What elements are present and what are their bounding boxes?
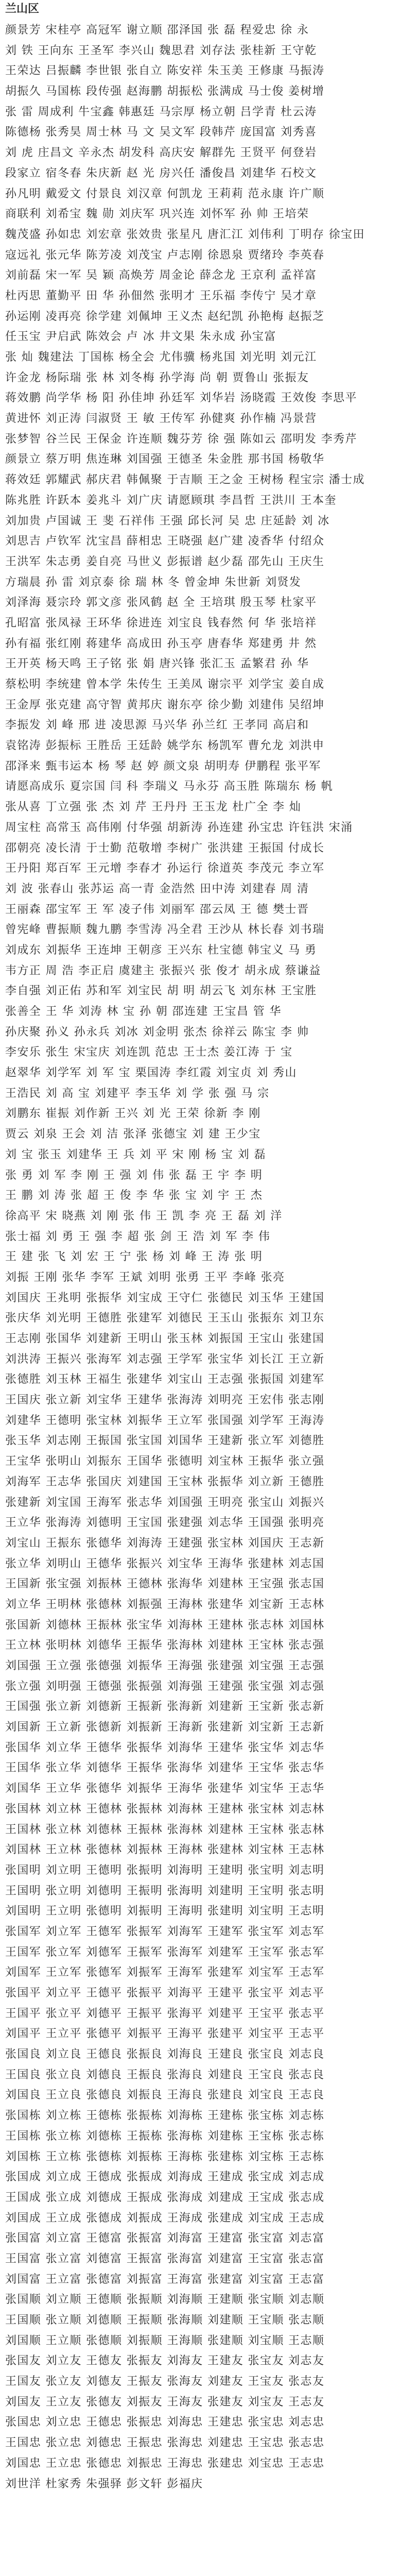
name-line: 张从喜 丁立强 张 杰 刘 芹 王丹丹 王玉龙 杜广全 李 灿: [5, 801, 302, 814]
name-line: 蒋效鹏 尚学华 杨 阳 孙佳坤 孙廷军 刘华岩 汤晓霞 王效俊 李思平: [5, 392, 357, 405]
name-line: 王国栋 张立栋 刘德栋 王振栋 张海栋 刘建栋 王宝栋 张志栋: [5, 2129, 325, 2143]
name-line: 蒋效廷 郭耀武 郝庆君 韩佩聚 于吉顺 王之金 王树杨 程宝宗 潘士成: [5, 473, 365, 487]
name-line: 王洪军 朱志勇 姜自亮 马世义 彭振谱 赵少磊 邵先山 王庆生: [5, 555, 325, 568]
name-line: 方瑞晨 孙 雷 刘京泰 徐 瑞 林 冬 曾金坤 朱世新 刘贤发: [5, 575, 302, 589]
name-line: 张建新 刘宝国 王海军 张志华 刘国强 王明亮 张宝山 刘振兴: [5, 1496, 325, 1509]
page-title: 兰山区: [5, 3, 40, 15]
name-line: 张国顺 刘立顺 王德顺 张振顺 刘海顺 王建顺 张宝顺 刘志顺: [5, 2293, 325, 2307]
name-line: 王国友 张立友 刘德友 王振友 张海友 刘建友 王宝友 张志友: [5, 2375, 325, 2388]
name-line: 刘国华 王立华 张德华 刘振华 王海华 张建华 刘宝华 王志华: [5, 1782, 325, 1795]
name-line: 曾宪峰 曹振顺 魏九鹏 李雪涛 冯全君 王沙从 林长春 刘书瑞: [5, 923, 325, 937]
name-line: 王国强 张立新 刘德新 王振新 张海新 刘建新 王宝新 张志新: [5, 1700, 325, 1714]
name-line: 刘立华 王明林 张德林 刘振强 王海林 张建华 刘宝新 王志林: [5, 1598, 325, 1611]
name-line: 刘前磊 宋一军 吴 颖 高焕芳 周金论 薛念龙 王京利 孟祥富: [5, 269, 317, 282]
name-line: 邵泽来 甄韦运本 杨 琴 赵 婷 颜文泉 胡明寿 伊鹏程 张平军: [5, 759, 321, 773]
name-line: 刘国庆 王兆明 张振华 刘宝成 王守仁 张德民 刘玉华 王建国: [5, 1291, 325, 1304]
name-line: 刘宝山 王振东 张德华 刘海涛 王建强 张宝林 刘国庆 王志新: [5, 1536, 325, 1550]
name-line: 颜景芳 宋桂亭 高冠军 谢立顺 邵泽国 张 磊 程爱忠 徐 永: [5, 24, 309, 37]
name-line: 张国成 刘立成 王德成 张振成 刘海成 王建成 张宝成 刘志成: [5, 2171, 325, 2184]
name-line: 王立林 张明林 刘德华 王振华 张海林 刘建林 王宝林 张志强: [5, 1639, 325, 1652]
name-line: 刘建华 王德明 张宝林 刘振华 王立军 张国强 刘学军 王海涛: [5, 1414, 325, 1427]
name-line: 王 建 张 飞 刘 宏 王 宁 张 杨 刘 峰 王 涛 张 明: [5, 1250, 263, 1264]
name-line: 张国栋 刘立栋 王德栋 张振栋 刘海栋 王建栋 张宝栋 刘志栋: [5, 2109, 325, 2123]
name-line: 王浩民 刘 高 宝 刘建平 李玉华 刘 学 张 强 马 宗: [5, 1087, 270, 1100]
name-line: 刘 波 张春山 张苏运 高一青 金浩然 田中涛 刘建春 周 清: [5, 882, 309, 895]
name-line: 刘 宝 张玉 刘建华 王 兵 刘 平 宋 刚 杨 宝 刘 磊: [5, 1148, 266, 1161]
name-line: 王国庆 张立新 刘宝华 王建华 张海涛 刘明亮 王宏伟 张志刚: [5, 1394, 325, 1407]
name-list: [5, 22, 397, 2496]
name-line: 王国明 张立明 刘德明 王振明 张海明 刘建明 王宝明 张志明: [5, 1884, 325, 1897]
name-line: 孔昭富 张凤禄 王环华 徐进连 刘宝良 钱春然 何 华 张培祥: [5, 616, 317, 630]
name-line: 刘 铁 王向东 王圣军 李兴山 魏思君 刘存法 张桂新 王守乾: [5, 44, 317, 57]
name-line: 王国华 张立华 刘德华 王振华 张海华 刘建华 王宝华 张志华: [5, 1761, 325, 1775]
name-line: 请愿高成乐 夏宗国 闫 科 李瑞义 马永芬 高玉胜 陈瑞东 杨 帆: [5, 780, 334, 793]
name-line: 刘 虎 庄昌文 辛永杰 胡发科 高庆安 解群先 王贤平 何登岩: [5, 146, 317, 160]
name-line: 胡振久 马国栋 段传强 赵海鹏 胡振松 张满成 马士俊 姜树增: [5, 85, 325, 98]
name-line: 张国军 刘立军 王德军 张振军 刘海军 王建军 张宝军 刘志军: [5, 1925, 325, 1938]
name-line: 邵朝亮 凌长清 于士勤 范敬增 李树广 张洪建 王振国 付成长: [5, 841, 325, 855]
name-line: 贾云 刘泉 王会 刘 洁 张泽 张德宝 刘 建 王少宝: [5, 1128, 261, 1141]
name-line: 王国忠 张立忠 刘德忠 王振忠 张海忠 刘建忠 王宝忠 张志忠: [5, 2436, 325, 2450]
name-line: 刘国忠 王立忠 张德忠 刘振忠 王海忠 张建忠 刘宝忠 王志忠: [5, 2456, 325, 2470]
name-line: 刘国栋 王立栋 张德栋 刘振栋 王海栋 张建栋 刘宝栋 王志栋: [5, 2150, 325, 2163]
name-line: 刘世洋 杜家秀 朱强驿 彭文轩 彭福庆: [5, 2477, 203, 2490]
name-line: 王国成 张立成 刘德成 王振成 张海成 刘建成 王宝成 张志成: [5, 2191, 325, 2204]
name-line: 王开英 杨天鸣 王子铭 张 娟 唐兴锋 张汇玉 孟繁君 孙 华: [5, 657, 309, 671]
name-line: 魏茂盛 孙如忠 刘宏章 张效贵 张星凡 唐汇江 刘伟利 丁明存 徐宝田: [5, 228, 365, 241]
name-line: 张士福 刘 勇 王 强 李 超 张 剑 王 浩 刘 军 李 伟: [5, 1230, 271, 1243]
name-line: 刘振 王刚 张华 李军 王斌 刘明 张勇 王平 李峰 张亮: [5, 1270, 285, 1284]
name-line: 许金龙 杨际瑞 张 林 刘冬梅 孙学海 尚 朝 贾鲁山 张振友: [5, 371, 309, 384]
name-line: 徐高平 宋 晓燕 刘 刚 张 伟 王 凯 李 亮 王 磊 刘 洋: [5, 1209, 283, 1223]
name-line: 刘成东 刘振华 王连坤 王朝彦 王兴东 杜宝德 韩宝义 马 勇: [5, 943, 317, 957]
name-line: 刘国军 王立军 张德军 刘振军 王海军 张建军 刘宝军 王志军: [5, 1966, 325, 1979]
name-line: 刘国明 王立明 张德明 刘振明 王海明 张建明 刘宝明 王志明: [5, 1905, 325, 1918]
name-line: 张国良 刘立良 王德良 张振良 刘海良 王建良 张宝良 刘志良: [5, 2048, 325, 2061]
name-line: 刘国新 王立新 张德新 刘振新 王海新 张建新 刘宝新 王志新: [5, 1721, 325, 1734]
name-line: 孙庆聚 孙义 孙永兵 刘冰 刘金明 张杰 徐祥云 陈宝 李 帅: [5, 1025, 309, 1039]
name-line: 王立华 张海涛 刘德明 王宝国 张建强 刘志华 王国强 张明亮: [5, 1516, 325, 1530]
name-line: 张立强 刘明强 王德强 张振强 刘海强 王建强 张宝强 刘志强: [5, 1680, 325, 1693]
name-line: 刘国林 王立林 张德林 刘振林 王海林 张建林 刘宝林 王志林: [5, 1843, 325, 1857]
name-line: 张梦智 谷兰民 王保金 许连顺 魏芬芳 徐 强 陈如云 邵明发 李秀芹: [5, 432, 357, 446]
name-line: 张国平 刘立平 王德平 张振平 刘海平 王建平 张宝平 刘志平: [5, 1987, 325, 1999]
name-line: 蔡松明 李统建 曾本学 朱传生 王美凤 谢宗平 刘学宝 姜自成: [5, 678, 325, 691]
name-line: 张国明 刘立明 王德明 张振明 刘海明 王建明 张宝明 刘志明: [5, 1863, 325, 1877]
name-line: 刘国强 王立强 张德强 刘振华 王海强 张建强 刘宝强 王志强: [5, 1659, 325, 1672]
name-line: 刘泽海 聂宗玲 郭文彦 张风鹤 赵 全 王培琪 殷玉琴 杜家平: [5, 596, 317, 609]
name-line: 杜丙思 董勤平 田 华 孙佃然 张明才 王乐福 李传宁 吴才章: [5, 289, 317, 302]
name-line: 王国军 张立军 刘德军 王振军 张海军 刘建军 王宝军 张志军: [5, 1945, 325, 1959]
name-line: 刘加贵 卢国诚 王 斐 石祥伟 王强 邱长河 吴 忠 庄延龄 刘 冰: [5, 514, 330, 528]
name-line: 任玉宝 尹启武 陈效会 卢 冰 井文果 朱永成 孙宝富: [5, 330, 276, 344]
name-line: 刘鹏东 崔振 刘作新 王兴 刘 光 王荣 徐新 李 刚: [5, 1107, 261, 1121]
name-line: 孙运刚 凌再亮 徐学建 刘佩坤 王义杰 赵纪凯 孙艳梅 赵振芝: [5, 310, 325, 323]
name-line: 韦方正 周 浩 李正启 虞建主 张振兴 张 俊才 胡永成 蔡谦益: [5, 964, 321, 977]
name-line: 孙凡明 戴爱文 付景良 刘汉章 何凯龙 王莉莉 范永康 许广顺: [5, 187, 325, 200]
name-line: 李安乐 张生 宋宝庆 刘连凯 范忠 王士杰 姜江涛 于 宝: [5, 1046, 293, 1059]
name-line: 王国新 张宝强 刘振林 王德林 张海华 刘建林 王宝强 张志国: [5, 1578, 325, 1591]
name-line: 张国忠 刘立忠 王德忠 张振忠 刘海忠 王建忠 张宝忠 刘志忠: [5, 2416, 325, 2429]
name-line: 张德胜 刘玉林 王福生 张建华 刘宝山 王志强 张振国 刘建军: [5, 1373, 325, 1386]
name-line: 黄进怀 刘正涛 闫淑贤 王 敏 王传军 孙健爽 孙作楠 冯景营: [5, 412, 317, 426]
name-line: 王国平 张立平 刘德平 王振平 张海平 刘建平 王宝平 张志平: [5, 2007, 325, 2020]
name-line: 刘海军 王志华 张国庆 刘建国 王宝林 张振华 刘立新 王德胜: [5, 1475, 325, 1488]
name-line: 张立华 刘明山 王德华 张振兴 刘宝华 王海华 张建林 刘志国: [5, 1557, 325, 1570]
name-line: 张玉华 刘志刚 王振国 张宝国 刘国华 王建新 张立军 刘德胜: [5, 1434, 325, 1448]
name-line: 刘国平 王立平 张德平 刘振平 王海平 张建平 刘宝平 王志平: [5, 2027, 325, 2041]
name-line: 寇远礼 张元华 陈芳凌 刘茂宝 卢志刚 徐恩泉 贾绪玲 李英春: [5, 248, 325, 262]
name-line: 王国富 张立富 刘德富 王振富 张海富 刘建富 王宝富 张志富: [5, 2252, 325, 2265]
name-line: 张庆华 刘光明 王德胜 张建军 刘德民 王玉山 张振东 刘卫东: [5, 1312, 325, 1325]
name-line: 陈兆胜 许跃本 姜兆斗 刘广庆 请愿顾琪 李昌哲 王洪川 王本奎: [5, 494, 337, 507]
name-line: 王荣达 吕振麟 李世银 张自立 陈安祥 朱玉美 王修康 马振涛: [5, 64, 325, 78]
name-line: 王国良 张立良 刘德良 王振良 张海良 刘建良 王宝良 张志良: [5, 2068, 325, 2081]
name-line: 刘国良 王立良 张德良 刘振良 王海良 张建良 刘宝良 王志良: [5, 2089, 325, 2102]
name-line: 袁铭涛 彭振标 王胜岳 王廷龄 姚学东 杨凯军 曹允龙 刘洪申: [5, 739, 325, 753]
name-line: 王金厚 张克建 高守智 黄邦庆 谢东亭 徐少勤 刘建伟 吴绍坤: [5, 698, 325, 711]
name-line: 刘洪涛 王振兴 张海军 刘志强 王学军 张宝华 刘长江 王立新: [5, 1352, 325, 1366]
name-line: 张 灿 魏建法 丁国栋 杨全会 尤伟骥 杨兆国 刘光明 刘元江: [5, 351, 317, 364]
name-line: 刘国顺 王立顺 张德顺 刘振顺 王海顺 张建顺 刘宝顺 王志顺: [5, 2334, 325, 2347]
name-line: 周宝柱 高常玉 高伟刚 付华强 胡新涛 孙连建 孙宝忠 许钰洪 宋涌: [5, 821, 353, 834]
name-line: 张国新 刘德林 王振林 张宝华 刘海林 王建林 张志林 刘国林: [5, 1618, 325, 1632]
name-line: 颜景立 蔡万明 焦连琳 刘国强 王德圣 朱金胜 那书国 杨敬华: [5, 453, 325, 466]
name-line: 李振发 刘 峰 邢 进 凌思源 马兴华 孙兰红 王孝同 高启和: [5, 719, 309, 732]
name-line: 张国林 刘立林 王德林 张振林 刘海林 王建林 张宝林 刘志林: [5, 1802, 325, 1816]
name-line: 王国林 张立林 刘德林 王振林 张海林 刘建林 王宝林 张志林: [5, 1823, 325, 1836]
name-line: 孙有福 张红刚 蒋建华 高成田 孙玉亭 唐春华 郑建勇 井 然: [5, 637, 317, 650]
name-line: 王 鹏 刘 涛 张 超 王 俊 李 华 张 宝 刘 宇 王 杰: [5, 1189, 263, 1202]
name-line: 王丽森 邵宝军 王 军 凌子伟 刘丽军 邵云凤 王 德 樊士晋: [5, 903, 309, 916]
name-line: 刘国友 王立友 张德友 刘振友 王海友 张建友 刘宝友 王志友: [5, 2395, 325, 2409]
name-line: 李自强 刘正佑 苏和军 刘宝民 胡 明 胡云飞 刘东林 王宝胜: [5, 985, 317, 998]
name-line: 陈德杨 张秀昊 周士林 马 文 吴文军 段韩芹 庞国富 刘秀喜: [5, 126, 317, 139]
name-line: 张国友 刘立友 王德友 张振友 刘海友 王建友 张宝友 刘志友: [5, 2354, 325, 2368]
name-line: 王丹阳 郑百军 王元增 李春才 孙运行 徐道英 李茂元 李立军: [5, 862, 325, 875]
name-line: 刘国富 王立富 张德富 刘振富 王海富 张建富 刘宝富 王志富: [5, 2273, 325, 2286]
name-line: 张 勇 刘 军 李 刚 王 强 刘 伟 张 磊 王 宇 李 明: [5, 1168, 263, 1182]
name-line: 王宝华 张明山 刘振东 王国华 张德明 刘宝林 王振华 张立强: [5, 1455, 325, 1468]
name-line: 张善全 王 华 刘涛 林 宝 孙 朝 邵连建 王宝昌 管 华: [5, 1005, 282, 1018]
name-line: 王国顺 张立顺 刘德顺 王振顺 张海顺 刘建顺 王宝顺 张志顺: [5, 2314, 325, 2327]
name-line: 张国华 刘立华 王德华 张振华 刘海华 王建华 张宝华 刘志华: [5, 1741, 325, 1754]
name-line: 王志刚 张国华 刘建新 王明山 张玉林 刘振国 王宝山 张建国: [5, 1332, 325, 1345]
name-line: 刘思吉 卢钦军 沈宝昌 薛相忠 王晓强 赵广建 凌香华 付绍众: [5, 535, 325, 548]
name-line: 张 雷 周成利 牛宝鑫 韩惠廷 马宗厚 杨立朝 吕学青 杜云涛: [5, 105, 317, 118]
name-line: 段家立 宿冬春 朱庆新 赵 光 房兴任 潘俊昌 刘建华 石校文: [5, 166, 317, 180]
name-line: 赵翠华 刘学军 刘 军 宝 栗国涛 李红霞 刘宝贞 刘 秀山: [5, 1066, 297, 1080]
name-line: 张国富 刘立富 王德富 张振富 刘海富 王建富 张宝富 刘志富: [5, 2232, 325, 2245]
name-line: 刘国成 王立成 张德成 刘振成 王海成 张建成 刘宝成 王志成: [5, 2211, 325, 2225]
name-line: 商联利 刘希宝 魏 勋 刘庆军 巩兴连 刘怀军 孙 帅 王培荣: [5, 208, 309, 221]
